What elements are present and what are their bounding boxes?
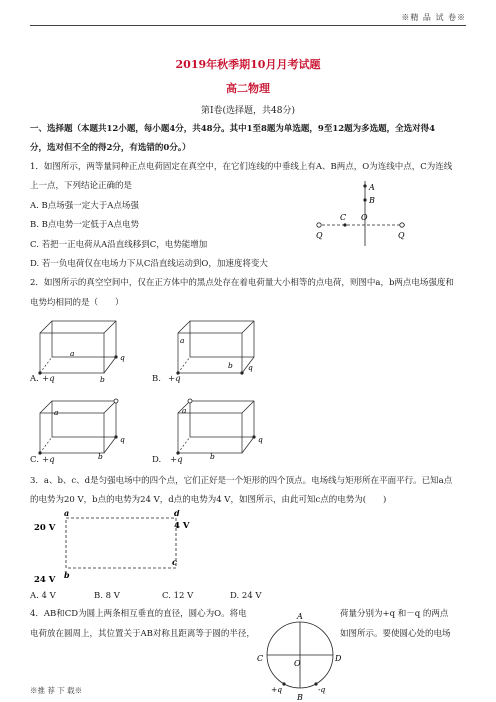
q1-option-d: D. 若一负电荷仅在电场力下从C沿直线运动到O，加速度将变大 bbox=[30, 259, 268, 269]
q2-label-b: B. bbox=[152, 374, 161, 384]
q4-stem-line2: 电荷放在圆周上，其位置关于AB对称且距离等于圆的半径， bbox=[30, 629, 255, 639]
q2-figure-d bbox=[170, 397, 270, 467]
point-a bbox=[363, 184, 366, 187]
q1-stem-line2: 上一点，下列结论正确的是 bbox=[30, 181, 133, 191]
q2-d-plus-q: +q bbox=[170, 455, 183, 465]
cube-label-q: q bbox=[120, 435, 125, 444]
label-minus-q: -q bbox=[318, 685, 326, 694]
label-a: A bbox=[369, 183, 375, 192]
q2-stem-line1: 2．如图所示的真空空间中，仅在正方体中的黑点处存在着电荷量大小相等的点电荷，则图中a，b两点电场强度和 bbox=[30, 278, 454, 288]
label-c: C bbox=[257, 654, 264, 663]
q1-option-c: C. 若把一正电荷从A沿直线移到C，电势能增加 bbox=[30, 240, 208, 250]
potential-a: 20 V bbox=[34, 523, 56, 533]
cube-d-svg bbox=[170, 397, 270, 463]
q1-charge-diagram bbox=[305, 178, 415, 248]
charge-positive bbox=[282, 682, 285, 685]
cube-label-a: a bbox=[54, 408, 59, 417]
cube-label-b: b bbox=[228, 361, 233, 370]
charge-dot bbox=[114, 355, 117, 358]
label-b: B bbox=[297, 693, 303, 702]
section-heading: 第Ⅰ卷(选择题，共48分) bbox=[200, 106, 296, 116]
label-d: D bbox=[335, 654, 342, 663]
q4-stem-line2-right: 如图所示。要使圆心处的电场 bbox=[340, 629, 451, 639]
label-b: b bbox=[64, 570, 70, 580]
label-d: d bbox=[174, 510, 180, 518]
cube-label-q: q bbox=[248, 363, 253, 372]
point-c bbox=[343, 223, 346, 226]
q1-option-a: A. B点场强一定大于A点场强 bbox=[30, 201, 139, 211]
label-a: A bbox=[297, 612, 303, 621]
q2-b-plus-q: +q bbox=[168, 374, 181, 384]
q2-label-c: C. bbox=[30, 455, 39, 465]
q4-stem-line1: 4．AB和CD为圆上两条相互垂直的直径，圆心为O。将电 bbox=[30, 609, 247, 619]
q1-stem-line1: 1．如图所示，两等量同种正点电荷固定在真空中，在它们连线的中垂线上有A、B两点，O为连线中点，C为连线 bbox=[30, 162, 453, 172]
q2-label-a: A. bbox=[30, 374, 39, 384]
label-a: a bbox=[64, 510, 70, 518]
q4-circle-diagram bbox=[256, 608, 346, 702]
part1-instructions-line2: 分，选对但不全的得2分，有选错的0分。） bbox=[30, 143, 191, 153]
q3-option-c: C. 12 V bbox=[162, 591, 194, 601]
cube-label-q: q bbox=[120, 353, 125, 362]
cube-c-svg bbox=[32, 397, 132, 463]
label-c: C bbox=[340, 213, 347, 222]
part1-instructions-line1: 一、选择题（本题共12小题，每小题4分，共48分。其中1至8题为单选题，9至12题为多选题，全选对得4 bbox=[30, 124, 436, 134]
potential-b: 24 V bbox=[34, 575, 56, 585]
q4-stem-line1-right: 荷量分别为+q 和－q 的两点 bbox=[340, 609, 449, 619]
potential-d: 4 V bbox=[174, 521, 190, 531]
label-o: O bbox=[361, 213, 368, 222]
q3-rectangle-diagram bbox=[30, 510, 200, 586]
label-q-right: Q bbox=[398, 231, 405, 240]
q3-option-d: D. 24 V bbox=[230, 591, 262, 601]
cube-label-b: b bbox=[100, 375, 105, 384]
header-rule bbox=[30, 25, 466, 26]
q2-stem-line2: 电势均相同的是（ ） bbox=[30, 298, 124, 308]
header-brand: ※精 品 试 卷※ bbox=[401, 13, 466, 22]
q2-a-plus-q: +q bbox=[42, 374, 55, 384]
q2-c-plus-q: +q bbox=[42, 455, 55, 465]
q3-stem-line1: 3．a、b、c、d是匀强电场中的四个点，它们正好是一个矩形的四个顶点。电场线与矩形所在平面平行。已知a点 bbox=[30, 476, 453, 486]
label-c: c bbox=[172, 557, 177, 567]
label-o: O bbox=[294, 659, 301, 668]
exam-title: 2019年秋季期10月月考试题 bbox=[175, 58, 321, 71]
charge-right bbox=[400, 223, 404, 227]
cube-label-b: b bbox=[98, 452, 103, 461]
cube-label-a: a bbox=[180, 336, 185, 345]
label-b: B bbox=[369, 196, 375, 205]
cube-b-svg bbox=[170, 315, 270, 385]
point-b bbox=[363, 198, 366, 201]
cube-label-b: b bbox=[210, 452, 215, 461]
cube-label-q: q bbox=[258, 435, 263, 444]
label-plus-q: +q bbox=[271, 685, 283, 694]
q1-option-b: B. B点电势一定低于A点电势 bbox=[30, 220, 140, 230]
q3-option-b: B. 8 V bbox=[94, 591, 120, 601]
q3-stem-line2: 的电势为20 V，b点的电势为24 V，d点的电势为4 V，如图所示，由此可知c点的电势为( ) bbox=[30, 495, 387, 505]
cube-back-face bbox=[52, 321, 116, 357]
q2-label-d: D. bbox=[152, 455, 162, 465]
q2-figure-b bbox=[170, 315, 270, 389]
q3-option-a: A. 4 V bbox=[30, 591, 56, 601]
charge-left bbox=[317, 223, 321, 227]
field-rectangle bbox=[66, 518, 176, 568]
label-q-left: Q bbox=[316, 231, 323, 240]
footer-text: ※推 荐 下 载※ bbox=[30, 686, 83, 695]
exam-subtitle: 高二物理 bbox=[226, 82, 270, 95]
cube-label-a: a bbox=[70, 349, 75, 358]
cube-label-a: a bbox=[182, 406, 187, 415]
